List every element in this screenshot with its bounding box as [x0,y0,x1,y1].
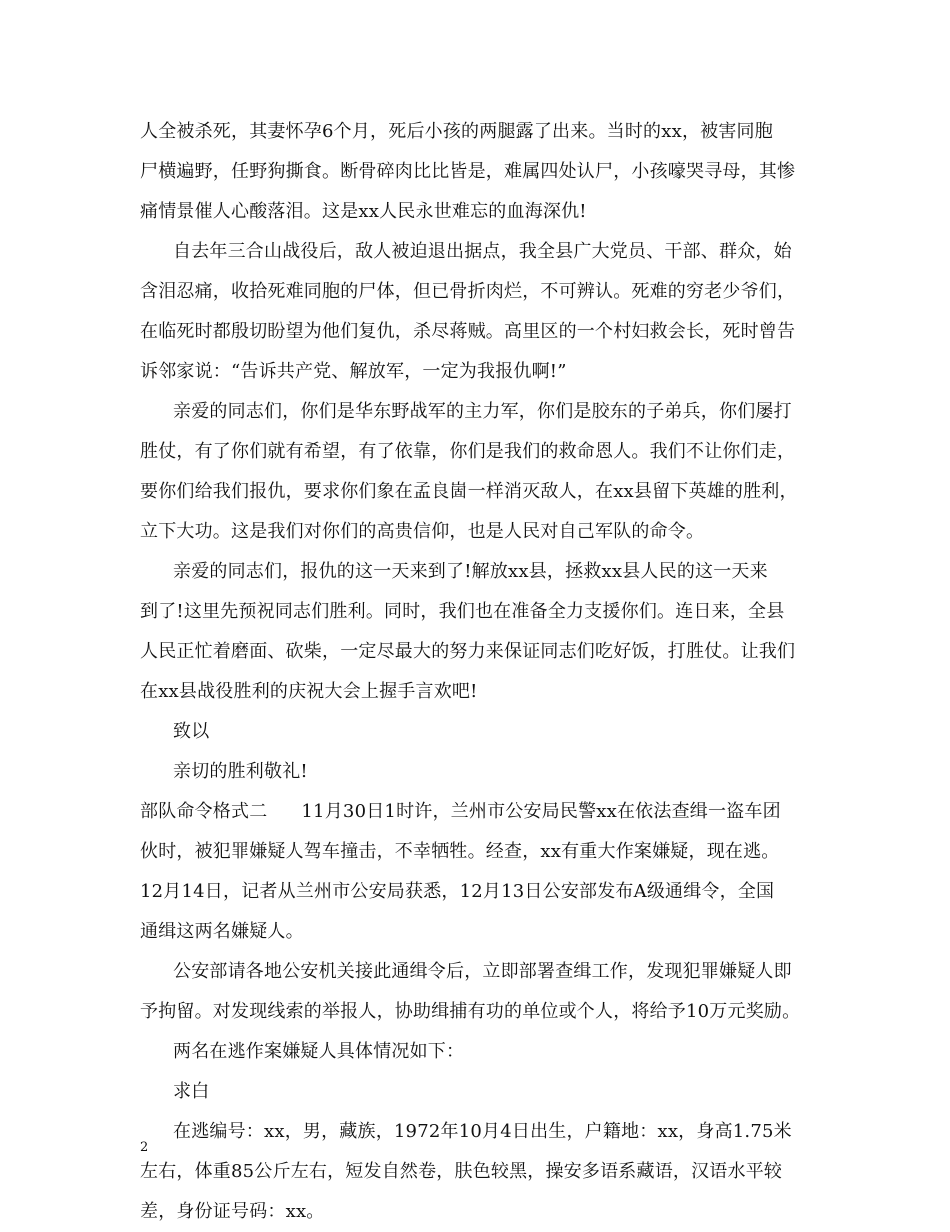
text-line: 尸横遍野，任野狗撕食。断骨碎肉比比皆是，难属四处认尸，小孩嚎哭寻母，其惨 [140,161,796,182]
text-line: 要你们给我们报仇，要求你们象在孟良崮一样消灭敌人，在xx县留下英雄的胜利， [140,481,798,502]
text-line: 通缉这两名嫌疑人。 [140,921,304,942]
text-line: 人民正忙着磨面、砍柴，一定尽最大的努力来保证同志们吃好饭，打胜仗。让我们 [140,641,796,662]
text-line: 自去年三合山战役后，敌人被迫退出据点，我全县广大党员、干部、群众，始 [173,241,792,262]
text-line: 差，身份证号码：xx。 [140,1201,325,1222]
body-text-block [140,112,830,792]
text-line: 亲爱的同志们，你们是华东野战军的主力军，你们是胶东的子弟兵，你们屡打 [173,401,792,422]
text-line: 致以 [173,721,210,742]
section-heading-text: 11月30日1时许，兰州市公安局民警xx在依法查缉一盗车团 [301,801,781,822]
text-line: 亲切的胜利敬礼! [173,761,308,782]
text-line: 人全被杀死，其妻怀孕6个月，死后小孩的两腿露了出来。当时的xx，被害同胞 [140,121,773,142]
text-line: 胜仗，有了你们就有希望，有了依靠，你们是我们的救命恩人。我们不让你们走， [140,441,796,462]
text-line: 含泪忍痛，收拾死难同胞的尸体，但已骨折肉烂，不可辨认。死难的穷老少爷们， [140,281,796,302]
text-line: 到了!这里先预祝同志们胜利。同时，我们也在准备全力支援你们。连日来，全县 [140,601,785,622]
text-line: 立下大功。这是我们对你们的高贵信仰，也是人民对自己军队的命令。 [140,521,705,542]
body-text-block-2 [140,832,830,1232]
page-number: 2 [140,1140,149,1155]
text-line: 在xx县战役胜利的庆祝大会上握手言欢吧! [140,681,478,702]
text-line: 在逃编号：xx，男，藏族，1972年10月4日出生，户籍地：xx，身高1.75米 [173,1121,792,1142]
text-line: 12月14日，记者从兰州市公安局获悉，12月13日公安部发布A级通缉令，全国 [140,881,775,902]
text-line: 求白 [173,1081,210,1102]
text-line: 亲爱的同志们，报仇的这一天来到了!解放xx县，拯救xx县人民的这一天来 [173,561,768,582]
section-heading-label: 部队命令格式二 [140,801,268,822]
text-line: 予拘留。对发现线索的举报人，协助缉捕有功的单位或个人，将给予10万元奖励。 [140,1001,801,1022]
text-line: 左右，体重85公斤左右，短发自然卷，肤色较黑，操安多语系藏语，汉语水平较 [140,1161,783,1182]
text-line: 诉邻家说：“告诉共产党、解放军，一定为我报仇啊!” [140,361,567,382]
text-line: 痛情景催人心酸落泪。这是xx人民永世难忘的血海深仇! [140,201,587,222]
text-line: 在临死时都殷切盼望为他们复仇，杀尽蒋贼。高里区的一个村妇救会长，死时曾告 [140,321,796,342]
document-body [140,112,830,1232]
text-line: 公安部请各地公安机关接此通缉令后，立即部署查缉工作，发现犯罪嫌疑人即 [173,961,792,982]
text-line: 伙时，被犯罪嫌疑人驾车撞击，不幸牺牲。经查，xx有重大作案嫌疑，现在逃。 [140,841,780,862]
text-line: 两名在逃作案嫌疑人具体情况如下： [173,1041,465,1062]
section-heading-line [140,792,830,832]
